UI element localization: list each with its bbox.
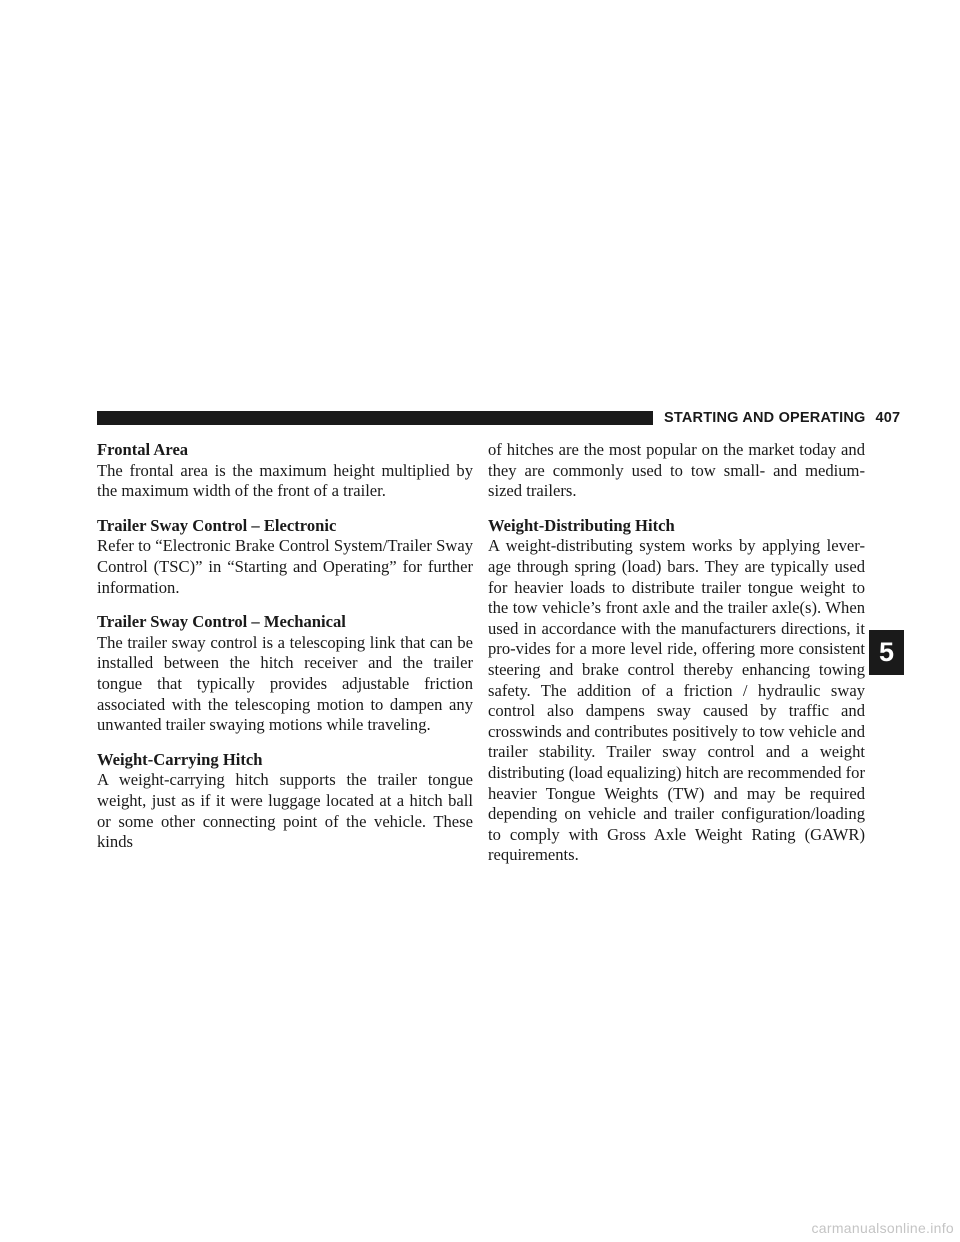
watermark: carmanualsonline.info — [811, 1220, 954, 1236]
body-frontal-area: The frontal area is the maximum height multiplied by the maximum width of the front of a trailer. — [97, 460, 473, 501]
left-column — [97, 440, 473, 867]
body-weight-distributing: A weight-distributing system works by applying lever-age through spring (load) bars. They are typically used for heavier loads to distribute trailer tongue weight to the tow vehicle’s front axle and the trailer axle(s). When used in accordance with the manufacturers directions, it pro-vides for a more level ride, offering more consistent steering and brake control thereby enhancing towing safety. The addition of a friction / hydraulic sway control also dampens sway caused by traffic and crosswinds and contributes positively to tow vehicle and trailer stability. Trailer sway control and a weight distributing (load equalizing) hitch are recommended for heavier Tongue Weights (TW) and may be required depending on vehicle and trailer configuration/loading to comply with Gross Axle Weight Rating (GAWR) requirements. — [488, 536, 865, 865]
heading-sway-electronic: Trailer Sway Control – Electronic — [97, 515, 337, 535]
header-rule — [97, 411, 653, 425]
section-weight-carrying — [97, 750, 473, 853]
heading-weight-distributing: Weight-Distributing Hitch — [488, 515, 675, 535]
section-title: STARTING AND OPERATING — [664, 410, 866, 426]
body-sway-mechanical: The trailer sway control is a telescoping link that can be installed between the hitch receiver and the trailer tongue that typically provides adjustable friction associated with the telescoping motion to dampen any unwanted trailer swaying motions while traveling. — [97, 632, 473, 735]
heading-frontal-area: Frontal Area — [97, 440, 189, 459]
page-number: 407 — [875, 410, 901, 426]
section-weight-distributing — [488, 516, 865, 866]
right-column — [488, 440, 865, 880]
section-sway-electronic — [97, 516, 473, 598]
running-header — [664, 407, 900, 429]
section-sway-mechanical — [97, 612, 473, 736]
body-weight-carrying: A weight-carrying hitch supports the trailer tongue weight, just as if it were luggage located at a hitch ball or some other connecting point of the vehicle. These kinds — [97, 770, 473, 852]
heading-weight-carrying: Weight-Carrying Hitch — [97, 749, 263, 769]
body-sway-electronic: Refer to “Electronic Brake Control System/Trailer Sway Control (TSC)” in “Starting and Operating” for further information. — [97, 536, 473, 597]
section-frontal-area — [97, 440, 473, 502]
chapter-tab: 5 — [869, 630, 904, 675]
heading-sway-mechanical: Trailer Sway Control – Mechanical — [97, 612, 346, 632]
body-continued: of hitches are the most popular on the market today and they are commonly used to tow small- and medium-sized trailers. — [488, 440, 865, 501]
